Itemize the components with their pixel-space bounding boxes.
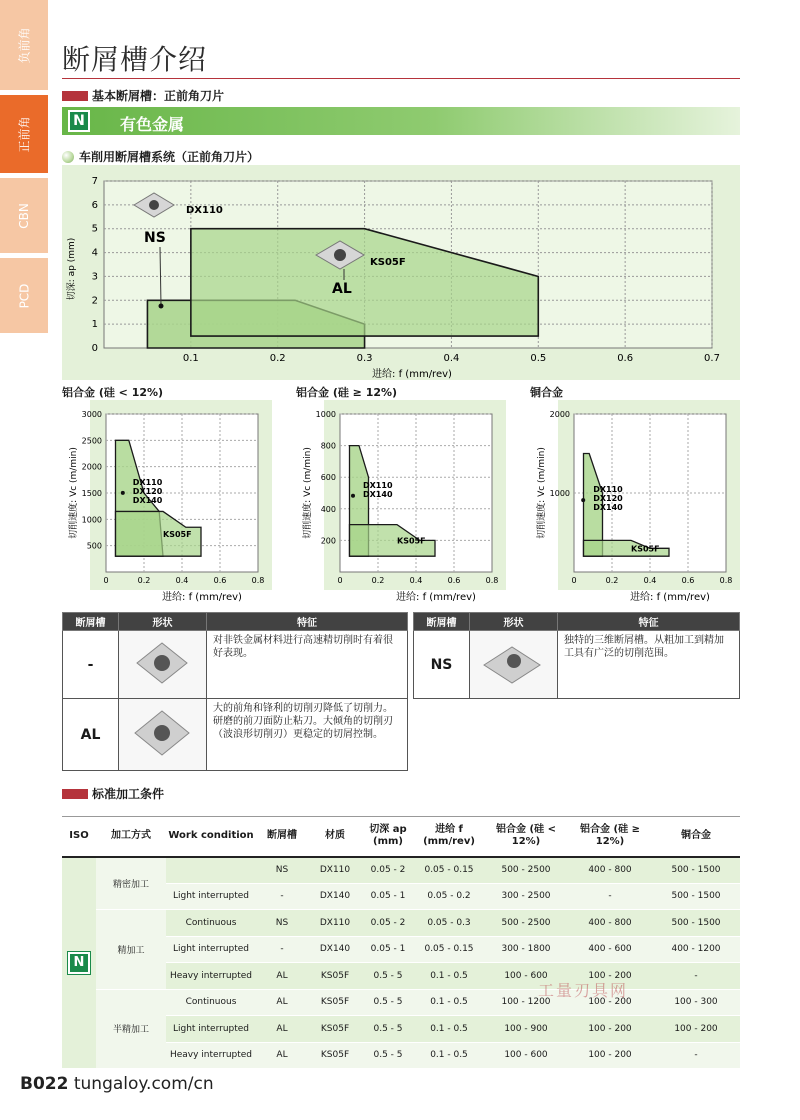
- table-cell: Heavy interrupted: [166, 963, 256, 990]
- x-tick: 0.5: [530, 353, 547, 364]
- footer-site: tungaloy.com/cn: [73, 1074, 214, 1094]
- chart-copper-alloy: [530, 400, 742, 606]
- table-cell: 500 - 2500: [484, 910, 568, 937]
- label-dx110: DX110: [186, 205, 223, 216]
- table-row: [62, 857, 740, 884]
- material-badge: N: [68, 110, 90, 132]
- y-tick: 200: [320, 536, 336, 546]
- table-cell: 400 - 800: [568, 910, 652, 937]
- table-row: [62, 910, 740, 937]
- header-9: 铜合金: [652, 817, 740, 857]
- header-groove: 断屑槽: [63, 613, 119, 631]
- chart-aluminum-low-si: [62, 400, 274, 606]
- table-cell: DX110: [308, 857, 362, 884]
- series-label: DX140: [132, 495, 163, 505]
- table-cell: 400 - 600: [568, 936, 652, 963]
- header-5: 切深 ap (mm): [362, 817, 414, 857]
- title-divider: [62, 78, 740, 79]
- table-cell: 0.05 - 0.15: [414, 857, 484, 884]
- table-cell: 300 - 1800: [484, 936, 568, 963]
- series-label: DX120: [132, 486, 163, 496]
- table-cell: KS05F: [308, 1042, 362, 1069]
- x-axis-label: 进给: f (mm/rev): [630, 592, 710, 603]
- side-tab-pcd[interactable]: PCD: [0, 258, 48, 333]
- table-cell: -: [652, 963, 740, 990]
- y-tick: 2500: [81, 436, 102, 446]
- x-tick: 0.6: [681, 576, 695, 585]
- header-feature: 特征: [558, 613, 740, 631]
- table-cell: 0.05 - 0.15: [414, 936, 484, 963]
- y-tick: 7: [91, 176, 98, 187]
- series-label: KS05F: [631, 544, 660, 554]
- table-cell: KS05F: [308, 989, 362, 1016]
- chart1-title: 铝合金 (硅 < 12%): [62, 386, 164, 399]
- y-tick: 1: [91, 319, 98, 331]
- side-tab-negative[interactable]: 负前角: [0, 0, 48, 90]
- y-tick: 1500: [81, 489, 102, 498]
- table-cell: -: [568, 883, 652, 910]
- y-tick: 2000: [81, 462, 102, 472]
- feature-table-left: [62, 612, 408, 771]
- table-cell: 0.05 - 2: [362, 857, 414, 884]
- label-ks05f: KS05F: [370, 257, 406, 268]
- table-cell: 100 - 1200: [484, 989, 568, 1016]
- groove-value: NS: [414, 631, 470, 699]
- y-axis-label: 切削速度: Vc (m/min): [537, 447, 547, 539]
- table-cell: KS05F: [308, 1016, 362, 1043]
- section-bar-icon: [62, 789, 88, 799]
- insert-image-icon: [119, 631, 207, 699]
- table-cell: 0.5 - 5: [362, 963, 414, 990]
- x-tick: 0.2: [371, 576, 385, 585]
- insert-image-icon: [119, 699, 207, 771]
- table-cell: 100 - 200: [652, 1016, 740, 1043]
- table-cell: 500 - 1500: [652, 883, 740, 910]
- series-label: DX110: [593, 485, 623, 495]
- y-tick: 3000: [81, 410, 102, 419]
- table-cell: 100 - 300: [652, 989, 740, 1016]
- table-cell: Continuous: [166, 910, 256, 937]
- y-axis-label: 切削速度: Vc (m/min): [303, 447, 313, 539]
- feature-text: 大的前角和锋利的切削刃降低了切削力。研磨的前刀面防止粘刀。大倾角的切削刃（波浪形切削刃）更稳定的切屑控制。: [207, 699, 408, 771]
- feature-row: [63, 699, 408, 771]
- table-cell: 0.1 - 0.5: [414, 963, 484, 990]
- label-ns: NS: [144, 230, 166, 246]
- x-axis-label: 进给: f (mm/rev): [162, 592, 242, 603]
- table-cell: [166, 857, 256, 884]
- table-cell: 500 - 1500: [652, 910, 740, 937]
- x-tick: 0.8: [719, 576, 733, 585]
- table-cell: Light interrupted: [166, 883, 256, 910]
- table-cell: 0.05 - 1: [362, 883, 414, 910]
- x-tick: 0.4: [643, 576, 657, 585]
- chart2-title: 铝合金 (硅 ≥ 12%): [296, 386, 398, 399]
- page-number: B022: [20, 1074, 69, 1094]
- table-cell: 0.05 - 0.3: [414, 910, 484, 937]
- ns-marker: [159, 304, 164, 309]
- series-label: DX140: [363, 489, 393, 499]
- header-0: ISO: [62, 817, 96, 857]
- table-cell: AL: [256, 963, 308, 990]
- table-cell: 400 - 1200: [652, 936, 740, 963]
- y-axis-label: 切削速度: Vc (m/min): [69, 447, 79, 539]
- table-cell: -: [256, 883, 308, 910]
- table-cell: AL: [256, 1042, 308, 1069]
- table-cell: AL: [256, 989, 308, 1016]
- x-tick: 0.4: [409, 576, 423, 585]
- header-3: 断屑槽: [256, 817, 308, 857]
- table-cell: 100 - 900: [484, 1016, 568, 1043]
- page-title: 断屑槽介绍: [62, 43, 208, 76]
- table-cell: 100 - 200: [568, 1042, 652, 1069]
- header-6: 进给 f (mm/rev): [414, 817, 484, 857]
- table-cell: 100 - 200: [568, 1016, 652, 1043]
- main-chart: [62, 165, 740, 380]
- y-tick: 0: [91, 343, 98, 354]
- section-heading-conditions: 标准加工条件: [62, 785, 164, 802]
- table-cell: KS05F: [308, 963, 362, 990]
- series-label: DX110: [363, 480, 393, 490]
- x-tick: 0.4: [175, 576, 189, 585]
- table-cell: Light interrupted: [166, 936, 256, 963]
- x-tick: 0: [103, 576, 109, 585]
- main-chart-ylabel: 切深: ap (mm): [67, 237, 77, 301]
- label-al: AL: [332, 281, 352, 297]
- series-label: DX120: [593, 494, 623, 504]
- table-cell: 300 - 2500: [484, 883, 568, 910]
- watermark: 工量刃具网: [538, 981, 629, 1000]
- section-heading-basic: 基本断屑槽：正前角刀片: [62, 87, 224, 104]
- x-tick: 0: [571, 576, 577, 585]
- y-tick: 800: [320, 441, 336, 451]
- feature-text: 对非铁金属材料进行高速精切削时有着很好表现。: [207, 631, 408, 699]
- main-chart-xlabel: 进给: f (mm/rev): [372, 369, 452, 380]
- table-cell: 0.5 - 5: [362, 1016, 414, 1043]
- groove-value: AL: [63, 699, 119, 771]
- x-tick: 0.1: [182, 353, 199, 364]
- y-tick: 600: [320, 473, 336, 483]
- x-tick: 0.7: [704, 353, 720, 364]
- table-cell: Continuous: [166, 989, 256, 1016]
- method-cell: 精密加工: [96, 857, 166, 910]
- y-tick: 500: [86, 541, 102, 551]
- feature-row: [414, 631, 740, 699]
- feature-table-right: [413, 612, 740, 699]
- table-cell: 100 - 600: [484, 1042, 568, 1069]
- table-cell: 0.1 - 0.5: [414, 1016, 484, 1043]
- header-8: 铝合金 (硅 ≥ 12%): [568, 817, 652, 857]
- label-marker: [581, 498, 585, 502]
- chart3-title: 铜合金: [530, 386, 563, 399]
- method-cell: 精加工: [96, 910, 166, 990]
- header-1: 加工方式: [96, 817, 166, 857]
- y-tick: 1000: [549, 489, 570, 498]
- x-tick: 0.2: [137, 576, 151, 585]
- table-row: [62, 989, 740, 1016]
- x-tick: 0.2: [269, 353, 286, 364]
- header-2: Work condition: [166, 817, 256, 857]
- series-label: DX140: [593, 503, 623, 513]
- table-cell: AL: [256, 1016, 308, 1043]
- x-tick: 0.6: [447, 576, 461, 585]
- side-tab-cbn[interactable]: CBN: [0, 178, 48, 253]
- y-tick: 5: [91, 223, 98, 235]
- footer: [20, 1074, 214, 1094]
- y-tick: 1000: [315, 410, 336, 419]
- header-shape: 形状: [119, 613, 207, 631]
- header-groove: 断屑槽: [414, 613, 470, 631]
- table-cell: DX140: [308, 936, 362, 963]
- x-tick: 0.3: [356, 353, 373, 364]
- table-cell: Light interrupted: [166, 1016, 256, 1043]
- y-tick: 6: [91, 199, 98, 211]
- bullet-icon: [62, 151, 74, 163]
- x-tick: 0.8: [251, 576, 265, 585]
- table-cell: 100 - 600: [484, 963, 568, 990]
- y-tick: 1000: [81, 515, 102, 525]
- feature-text: 独特的三维断屑槽。从粗加工到精加工具有广泛的切削范围。: [558, 631, 740, 699]
- header-7: 铝合金 (硅 < 12%): [484, 817, 568, 857]
- table-cell: DX110: [308, 910, 362, 937]
- table-cell: 0.5 - 5: [362, 1042, 414, 1069]
- table-cell: 0.1 - 0.5: [414, 1042, 484, 1069]
- iso-cell: [62, 857, 96, 1069]
- header-4: 材质: [308, 817, 362, 857]
- y-tick: 400: [320, 504, 336, 514]
- x-tick: 0.8: [485, 576, 499, 585]
- series-label: KS05F: [397, 536, 426, 546]
- table-cell: 100 - 200: [568, 963, 652, 990]
- x-axis-label: 进给: f (mm/rev): [396, 592, 476, 603]
- table-cell: 500 - 2500: [484, 857, 568, 884]
- table-cell: 0.05 - 2: [362, 910, 414, 937]
- table-cell: 0.05 - 1: [362, 936, 414, 963]
- y-tick: 2000: [549, 410, 570, 419]
- y-tick: 2: [91, 295, 98, 307]
- feature-row: [63, 631, 408, 699]
- table-cell: 0.5 - 5: [362, 989, 414, 1016]
- table-cell: DX140: [308, 883, 362, 910]
- header-feature: 特征: [207, 613, 408, 631]
- label-marker: [121, 491, 125, 495]
- table-cell: 0.1 - 0.5: [414, 989, 484, 1016]
- y-tick: 4: [91, 247, 98, 259]
- table-cell: Heavy interrupted: [166, 1042, 256, 1069]
- x-tick: 0.2: [605, 576, 619, 585]
- table-cell: NS: [256, 857, 308, 884]
- x-tick: 0.6: [213, 576, 227, 585]
- groove-value: -: [63, 631, 119, 699]
- table-cell: 400 - 800: [568, 857, 652, 884]
- table-cell: 100 - 200: [568, 989, 652, 1016]
- insert-image-icon: [470, 631, 558, 699]
- table-cell: -: [652, 1042, 740, 1069]
- series-label: KS05F: [163, 529, 192, 539]
- series-label: DX110: [132, 477, 163, 487]
- table-cell: -: [256, 936, 308, 963]
- table-cell: 0.05 - 0.2: [414, 883, 484, 910]
- table-cell: 500 - 1500: [652, 857, 740, 884]
- material-band: [62, 107, 740, 135]
- table-cell: NS: [256, 910, 308, 937]
- conditions-table: [62, 816, 740, 1069]
- method-cell: 半精加工: [96, 989, 166, 1069]
- header-shape: 形状: [470, 613, 558, 631]
- label-marker: [351, 494, 355, 498]
- x-tick: 0.4: [443, 353, 460, 364]
- material-label: 有色金属: [120, 115, 185, 134]
- section-bar-icon: [62, 91, 88, 101]
- subsection-heading: 车削用断屑槽系统（正前角刀片）: [62, 148, 259, 165]
- chart-aluminum-high-si: [296, 400, 508, 606]
- x-tick: 0.6: [617, 353, 634, 364]
- iso-badge: N: [68, 952, 90, 974]
- side-tab-positive[interactable]: 正前角: [0, 95, 48, 173]
- y-tick: 3: [91, 271, 98, 283]
- x-tick: 0: [337, 576, 343, 585]
